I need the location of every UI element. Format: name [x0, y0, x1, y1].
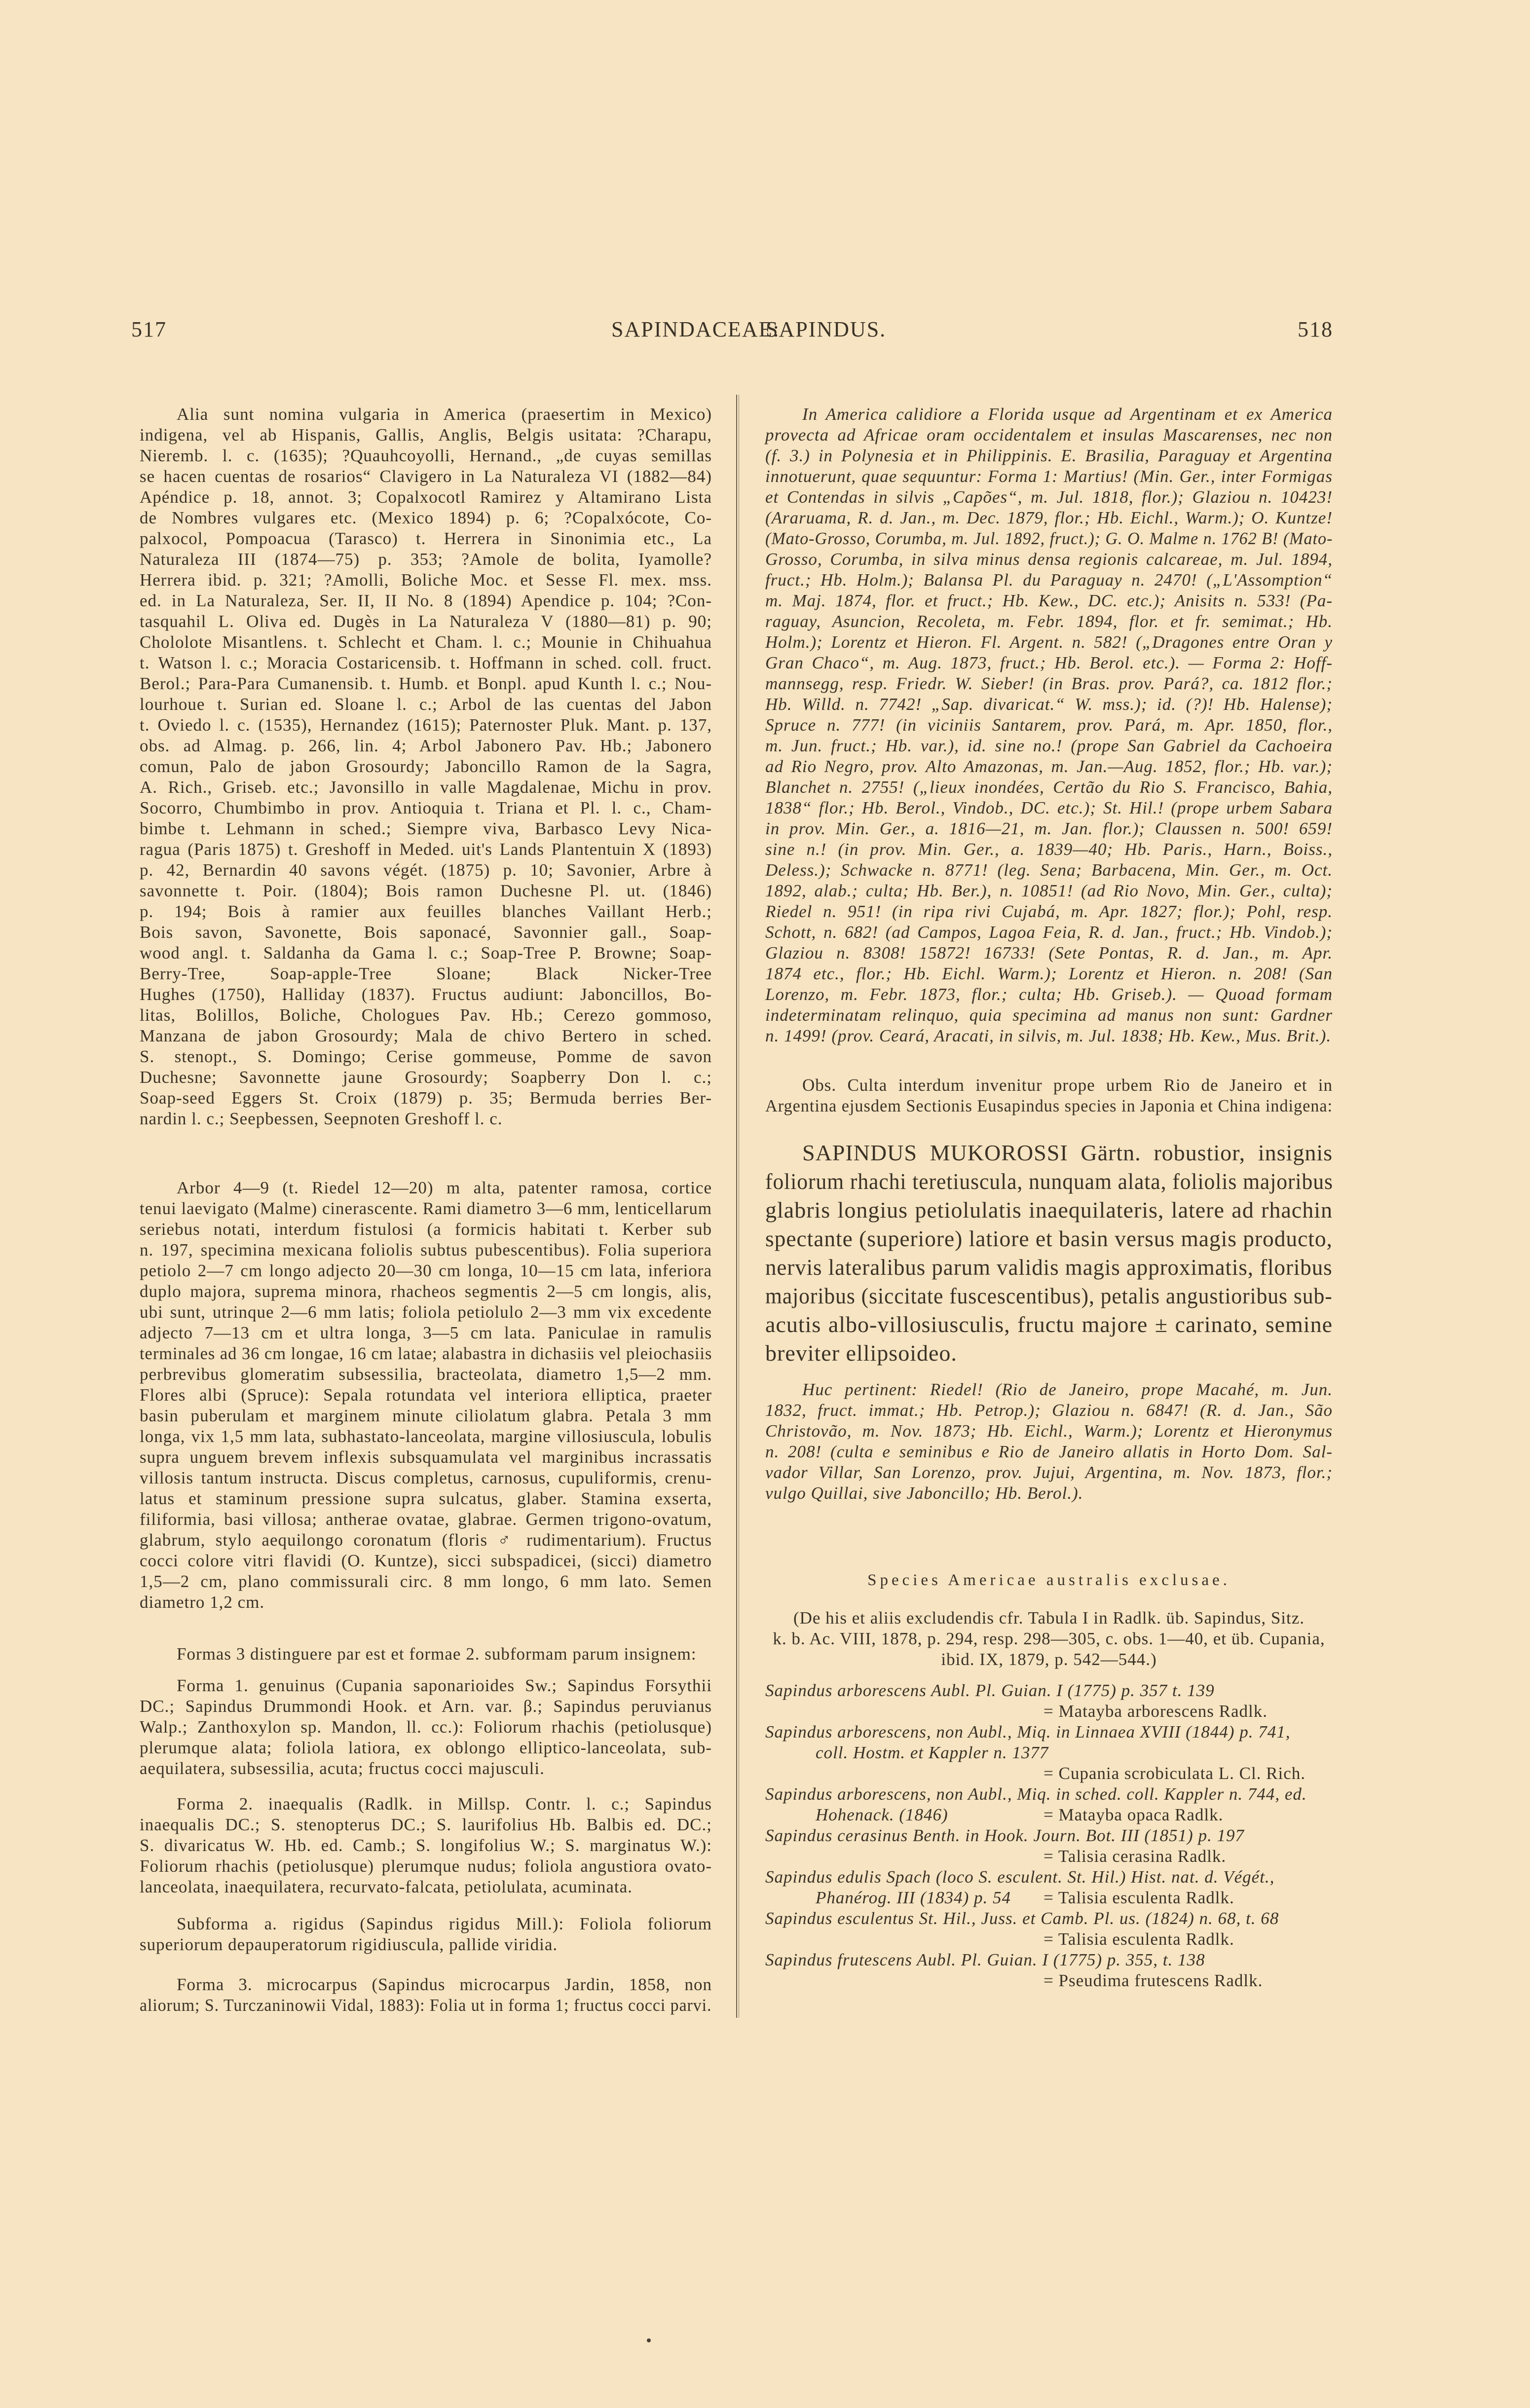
- text-line: fruct.; Hb. Holm.); Balansa Pl. du Paraguay n. 2470! („L'Assomption“: [765, 570, 1333, 590]
- text-line: Hb. Willd. n. 7742! „Sap. divaricat.“ W. mss.); id. (?)! Hb. Halense);: [765, 695, 1333, 714]
- text-line: superiorum depauperatorum rigidiuscula, pallide viridia.: [140, 1935, 558, 1954]
- text-line: Berry-Tree, Soap-apple-Tree Sloane; Black Nicker-Tree: [140, 964, 712, 983]
- excluded-species-entry: [765, 1722, 1333, 1784]
- text-line: 1874 etc., flor.; Hb. Eichl. Warm.); Lorentz et Hieron. n. 208! (San: [765, 964, 1333, 983]
- text-line: m. Maj. 1874, flor. et fruct.; Hb. Kew., DC. etc.); Anisits n. 533! (Pa-: [765, 591, 1333, 610]
- text-line: Duchesne; Savonnette jaune Grosourdy; Soapberry Don l. c.;: [140, 1068, 712, 1087]
- text-line: p. 194; Bois à ramier aux feuilles blanches Vaillant Herb.;: [140, 902, 712, 921]
- accepted-name: = Cupania scrobiculata L. Cl. Rich.: [1044, 1764, 1306, 1783]
- text-line: terminales ad 36 cm longae, 16 cm latae; alabastra in dichasiis vel pleiochasiis: [140, 1344, 712, 1363]
- text-line: et Contendas in silvis „Capões“, m. Jul. 1818, flor.); Glaziou n. 10423!: [765, 487, 1333, 507]
- text-line: Forma 1. genuinus (Cupania saponarioides Sw.; Sapindus Forsythii: [177, 1676, 712, 1695]
- text-line: S. divaricatus W. Hb. ed. Camb.; S. longifolius W.; S. marginatus W.):: [140, 1836, 712, 1855]
- species-reference: Sapindus frutescens Aubl. Pl. Guian. I (1775) p. 355, t. 138: [765, 1950, 1205, 1969]
- paragraph-references: [765, 1608, 1333, 1670]
- accepted-name: = Matayba opaca Radlk.: [1044, 1805, 1224, 1824]
- text-line: aequilatera, subsessilia, acuta; fructus cocci majusculi.: [140, 1759, 545, 1778]
- text-line: (De his et aliis excludendis cfr. Tabula I in Radlk. üb. Sapindus, Sitz.: [793, 1608, 1305, 1628]
- excluded-species-entry: [765, 1784, 1333, 1825]
- text-line: bimbe t. Lehmann in sched.; Siempre viva, Barbasco Levy Nica-: [140, 819, 712, 838]
- text-line: de Nombres vulgares etc. (Mexico 1894) p. 6; ?Copalxócote, Co-: [140, 508, 712, 527]
- text-line: (Araruama, R. d. Jan., m. Dec. 1879, flor.; Hb. Eichl., Warm.); O. Kuntze!: [765, 508, 1333, 527]
- text-line: Grosso, Corumba, in silva minus densa regionis calcareae, m. Jul. 1894,: [765, 550, 1333, 569]
- species-reference: Sapindus cerasinus Benth. in Hook. Journ. Bot. III (1851) p. 197: [765, 1826, 1244, 1845]
- text-line: innotuerunt, quae sequuntur: Forma 1: Martius! (Min. Ger., inter Formigas: [765, 467, 1333, 486]
- text-line: Argentina ejusdem Sectionis Eusapindus species in Japonia et China indigena:: [765, 1096, 1333, 1115]
- text-line: palxocol, Pompoacua (Tarasco) t. Herrera in Sinonimia etc., La: [140, 529, 712, 548]
- text-line: tasquahil L. Oliva ed. Dugès in La Naturaleza V (1880—81) p. 90;: [140, 612, 712, 631]
- accepted-name: = Talisia cerasina Radlk.: [1044, 1847, 1227, 1866]
- accepted-name: = Pseudima frutescens Radlk.: [1044, 1971, 1263, 1990]
- text-line: t. Watson l. c.; Moracia Costaricensib. t. Hoffmann in sched. coll. fruct.: [140, 653, 712, 672]
- text-line: S. stenopt., S. Domingo; Cerise gommeuse, Pomme de savon: [140, 1047, 712, 1066]
- text-line: vulgo Quillai, sive Jaboncillo; Hb. Berol.).: [765, 1483, 1083, 1503]
- text-line: duplo majora, suprema minora, rhacheos segmentis 2—5 cm longis, alis,: [140, 1282, 712, 1301]
- running-title-left: SAPINDACEAE:: [611, 317, 780, 341]
- ink-speck: [647, 2338, 651, 2342]
- text-line: Bois savon, Savonette, Bois saponacé, Savonnier gall., Soap-: [140, 923, 712, 942]
- text-line: Gran Chaco“, m. Aug. 1873, fruct.; Hb. Berol. etc.). — Forma 2: Hoff-: [765, 653, 1333, 672]
- paragraph-description: [140, 1178, 712, 1613]
- excluded-species-entry: [765, 1867, 1333, 1908]
- text-line: raguay, Asuncion, Recoleta, m. Febr. 1894, flor. et fr. semimat.; Hb.: [765, 612, 1333, 631]
- text-line: plerumque alata; foliola latiora, ex oblongo elliptico-lanceolata, sub-: [140, 1738, 712, 1757]
- text-line: savonnette t. Poir. (1804); Bois ramon Duchesne Pl. ut. (1846): [140, 881, 712, 900]
- text-line: ad Rio Negro, prov. Alto Amazonas, m. Jan.—Aug. 1852, flor.; Hb. var.);: [765, 757, 1333, 776]
- text-line: DC.; Sapindus Drummondi Hook. et Arn. var. β.; Sapindus peruvianus: [140, 1697, 712, 1716]
- text-line: sine n.! (in prov. Min. Ger., a. 1839—40; Hb. Paris., Harn., Boiss.,: [765, 840, 1333, 859]
- text-line: comun, Palo de jabon Grosourdy; Jaboncillo Ramon de la Sagra,: [140, 757, 712, 776]
- excluded-species-entry: [765, 1950, 1333, 1991]
- text-line: obs. ad Almag. p. 266, lin. 4; Arbol Jabonero Pav. Hb.; Jabonero: [140, 736, 712, 755]
- paragraph-vernacular-names: [140, 404, 712, 1129]
- running-title-right: SAPINDUS.: [766, 317, 887, 341]
- text-line: Christovão, m. Nov. 1873; Hb. Eichl., Warm.); Lorentz et Hieronymus: [765, 1421, 1333, 1441]
- text-line: latus et staminum pressione supra sulcatus, glaber. Stamina exserta,: [140, 1489, 712, 1508]
- excluded-species-list: [765, 1680, 1333, 1991]
- text-line: lanceolata, inaequilatera, recurvato-falcata, petiolulata, acuminata.: [140, 1877, 633, 1896]
- text-line: p. 42, Bernardin 40 savons végét. (1875) p. 10; Savonier, Arbre à: [140, 860, 712, 880]
- text-line: supra unguem brevem inflexis subsquamulata vel marginibus incrassatis: [140, 1447, 712, 1467]
- text-line: Subforma a. rigidus (Sapindus rigidus Mill.): Foliola foliorum: [177, 1914, 712, 1933]
- text-line: breviter ellipsoideo.: [765, 1340, 957, 1366]
- text-line: Socorro, Chumbimbo in prov. Antioquia t. Triana et Pl. l. c., Cham-: [140, 798, 712, 817]
- paragraph-forma-1: [140, 1675, 712, 1779]
- text-line: ed. in La Naturaleza, Ser. II, II No. 8 (1894) Apendice p. 104; ?Con-: [140, 591, 712, 610]
- text-line: Foliorum rhachis (petiolusque) plerumque nudus; foliola angustiora ovato-: [140, 1856, 712, 1876]
- text-line: Herrera ibid. p. 321; ?Amolli, Boliche Moc. et Sesse Fl. mex. mss.: [140, 570, 712, 590]
- text-line: basin puberulam et marginem minute ciliolatum glabra. Petala 3 mm: [140, 1406, 712, 1425]
- text-line: glabrum, stylo aequilongo coronatum (floris ♂ rudimentarium). Fructus: [140, 1530, 712, 1550]
- text-line: Forma 3. microcarpus (Sapindus microcarpus Jardin, 1858, non: [177, 1975, 712, 1994]
- text-line: Formas 3 distinguere par est et formae 2. subformam parum insignem:: [177, 1644, 697, 1664]
- species-reference: Sapindus arborescens, non Aubl., Miq. in Linnaea XVIII (1844) p. 741,: [765, 1722, 1291, 1741]
- text-line: longa, vix 1,5 mm lata, subhastato-lanceolata, margine villosiuscula, lobulis: [140, 1427, 712, 1446]
- text-line: 1,5—2 cm, plano commissurali circ. 8 mm longo, 6 mm lato. Semen: [140, 1572, 712, 1591]
- text-line: vador Villar, San Lorenzo, prov. Jujui, Argentina, m. Nov. 1873, flor.;: [765, 1463, 1333, 1482]
- paragraph-formas: [140, 1644, 712, 1665]
- reference-continuation: Hohenack. (1846): [816, 1805, 948, 1824]
- text-line: 1892, alab.; culta; Hb. Ber.), n. 10851! (ad Rio Novo, Min. Ger., culta);: [765, 881, 1333, 900]
- text-line: Hughes (1750), Halliday (1837). Fructus audiunt: Jaboncillos, Bo-: [140, 985, 712, 1004]
- accepted-name: = Talisia esculenta Radlk.: [1044, 1888, 1234, 1907]
- text-line: Forma 2. inaequalis (Radlk. in Millsp. Contr. l. c.; Sapindus: [177, 1794, 712, 1814]
- text-line: diametro 1,2 cm.: [140, 1593, 265, 1612]
- paragraph-obs: [765, 1075, 1333, 1116]
- excluded-species-entry: [765, 1680, 1333, 1722]
- text-line: cocci colore vitri flavidi (O. Kuntze), sicci subspadicei, (sicci) diametro: [140, 1551, 712, 1570]
- text-line: Manzana de jabon Grosourdy; Mala de chivo Bertero in sched.: [140, 1026, 712, 1045]
- excluded-species-entry: [765, 1908, 1333, 1950]
- text-line: 1832, fruct. immat.; Hb. Petrop.); Glaziou n. 6847! (R. d. Jan., São: [765, 1401, 1333, 1420]
- page-number-right: 518: [1298, 317, 1333, 341]
- text-line: mannsegg, resp. Friedr. W. Sieber! (in Bras. prov. Pará?, ca. 1812 flor.;: [765, 674, 1333, 693]
- text-line: Riedel n. 951! (in ripa rivi Cujabá, m. Apr. 1827; flor.); Pohl, resp.: [765, 902, 1333, 921]
- text-line: ragua (Paris 1875) t. Greshoff in Meded. uit's Lands Plantentuin X (1893): [140, 840, 712, 859]
- text-line: Lorenzo, m. Febr. 1873, flor.; culta; Hb. Griseb.). — Quoad formam: [765, 985, 1333, 1004]
- text-line: spectante (superiore) latiore et basin versus magis producto,: [765, 1226, 1333, 1251]
- text-line: Naturaleza III (1874—75) p. 353; ?Amole de bolita, Iyamolle?: [140, 550, 712, 569]
- text-line: se hacen cuentas de rosarios“ Clavigero in La Naturaleza VI (1882—84): [140, 467, 712, 486]
- text-line: inaequalis DC.; S. stenopterus DC.; S. laurifolius Hb. Balbis ed. DC.;: [140, 1815, 712, 1834]
- species-reference: Sapindus edulis Spach (loco S. esculent. St. Hil.) Hist. nat. d. Végét.,: [765, 1867, 1275, 1887]
- text-line: litas, Bolillos, Boliche, Chologues Pav. Hb.; Cerezo gommoso,: [140, 1005, 712, 1025]
- text-line: A. Rich., Griseb. etc.; Javonsillo in valle Magdalenae, Michu in prov.: [140, 778, 712, 797]
- text-line: Schott, n. 682! (ad Campos, Lagoa Feia, R. d. Jan., fruct.; Hb. Vindob.);: [765, 923, 1333, 942]
- text-line: SAPINDUS MUKOROSSI Gärtn. robustior, insignis: [802, 1140, 1333, 1165]
- text-line: seriebus notati, interdum fistulosi (a formicis habitati t. Kerber sub: [140, 1220, 712, 1239]
- text-line: in prov. Min. Ger., a. 1816—21, m. Jan. flor.); Claussen n. 500! 659!: [765, 819, 1333, 838]
- text-line: petiolo 2—7 cm longo adjecto 20—30 cm longa, 10—15 cm lata, inferiora: [140, 1261, 712, 1280]
- text-line: aliorum; S. Turczaninowii Vidal, 1883): Folia ut in forma 1; fructus cocci parvi.: [140, 1996, 712, 2015]
- reference-continuation: coll. Hostm. et Kappler n. 1377: [816, 1743, 1049, 1762]
- species-reference: Sapindus esculentus St. Hil., Juss. et Camb. Pl. us. (1824) n. 68, t. 68: [765, 1909, 1279, 1928]
- accepted-name: = Matayba arborescens Radlk.: [1044, 1702, 1268, 1721]
- text-line: t. Oviedo l. c. (1535), Hernandez (1615); Paternoster Pluk. Mant. p. 137,: [140, 715, 712, 735]
- text-line: Apéndice p. 18, annot. 3; Copalxocotl Ramirez y Altamirano Lista: [140, 487, 712, 507]
- text-line: Flores albi (Spruce): Sepala rotundata vel interiora elliptica, praeter: [140, 1385, 712, 1405]
- paragraph-sapindus-mukorossi: [765, 1139, 1333, 1368]
- page-number-left: 517: [131, 317, 167, 341]
- species-reference: Sapindus arborescens, non Aubl., Miq. in sched. coll. Kappler n. 744, ed.: [765, 1784, 1307, 1804]
- text-line: tenui laevigato (Malme) cinerascente. Rami diametro 3—6 mm, lenticellarum: [140, 1199, 712, 1218]
- text-line: majoribus (siccitate fuscescentibus), petalis angustioribus sub-: [765, 1283, 1333, 1308]
- text-line: Walp.; Zanthoxylon sp. Mandon, ll. cc.): Foliorum rhachis (petiolusque): [140, 1717, 712, 1737]
- text-line: Huc pertinent: Riedel! (Rio de Janeiro, prope Macahé, m. Jun.: [802, 1380, 1333, 1399]
- text-line: k. b. Ac. VIII, 1878, p. 294, resp. 298—305, c. obs. 1—40, et üb. Cupania,: [773, 1629, 1325, 1648]
- text-line: Soap-seed Eggers St. Croix (1879) p. 35; Bermuda berries Ber-: [140, 1088, 712, 1108]
- text-line: Chololote Misantlens. t. Schlecht et Cham. l. c.; Mounie in Chihuahua: [140, 632, 712, 652]
- text-line: lourhoue t. Surian ed. Sloane l. c.; Arbol de las cuentas del Jabon: [140, 695, 712, 714]
- column-divider: [736, 395, 739, 2018]
- section-title-excluded-species: Species Americae australis exclusae.: [867, 1571, 1231, 1589]
- text-line: indeterminatam relinquo, quia specimina ad manus non sunt: Gardner: [765, 1005, 1333, 1025]
- text-line: glabris longius petiolulatis inaequilateris, latere ad rhachin: [765, 1197, 1333, 1223]
- accepted-name: = Talisia esculenta Radlk.: [1044, 1929, 1234, 1949]
- text-line: ibid. IX, 1879, p. 542—544.): [941, 1650, 1157, 1669]
- text-line: Holm.); Lorentz et Hieron. Fl. Argent. n. 582! („Dragones entre Oran y: [765, 632, 1333, 652]
- text-line: adjecto 7—13 cm et ultra longa, 3—5 cm lata. Paniculae in ramulis: [140, 1323, 712, 1342]
- text-line: n. 1499! (prov. Ceará, Aracati, in silvis, m. Jul. 1838; Hb. Kew., Mus. Brit.).: [765, 1026, 1332, 1045]
- excluded-species-entry: [765, 1825, 1333, 1867]
- text-line: Alia sunt nomina vulgaria in America (praesertim in Mexico): [177, 405, 712, 424]
- reference-continuation: Phanérog. III (1834) p. 54: [816, 1888, 1011, 1907]
- text-line: nervis lateralibus parum validis magis approximatis, floribus: [765, 1255, 1333, 1280]
- species-reference: Sapindus arborescens Aubl. Pl. Guian. I (1775) p. 357 t. 139: [765, 1681, 1215, 1700]
- text-line: n. 208! (culta e seminibus e Rio de Janeiro allatis in Horto Dom. Sal-: [765, 1442, 1333, 1461]
- paragraph-forma-3: [140, 1974, 712, 2016]
- paragraph-forma-2: [140, 1794, 712, 1897]
- text-line: Nieremb. l. c. (1635); ?Quauhcoyolli, Hernand., „de cuyas semillas: [140, 446, 712, 465]
- text-line: ubi sunt, utrinque 2—6 mm latis; foliola petiolulo 2—3 mm vix excedente: [140, 1302, 712, 1322]
- text-line: Berol.; Para-Para Cumanensib. t. Humb. et Bonpl. apud Kunth l. c.; Nou-: [140, 674, 712, 693]
- text-line: indigena, vel ab Hispanis, Gallis, Anglis, Belgis usitata: ?Charapu,: [140, 425, 712, 445]
- text-line: n. 197, specimina mexicana foliolis subtus pubescentibus). Folia superiora: [140, 1240, 712, 1260]
- text-line: nardin l. c.; Seepbessen, Seepnoten Greshoff l. c.: [140, 1109, 503, 1128]
- paragraph-distribution: [765, 404, 1333, 1046]
- text-line: m. Jun. fruct.; Hb. var.), id. sine no.! (prope San Gabriel da Cachoeira: [765, 736, 1333, 755]
- text-line: filiformia, basi villosa; antherae ovatae, glabrae. Germen trigono-ovatum,: [140, 1510, 712, 1529]
- paragraph-huc-pertinent: [765, 1379, 1333, 1504]
- text-line: acutis albo-villosiusculis, fructu majore ± carinato, semine: [765, 1312, 1333, 1337]
- text-line: 1838“ flor.; Hb. Berol., Vindob., DC. etc.); St. Hil.! (prope urbem Sabara: [765, 798, 1333, 817]
- text-line: villosis tantum instructa. Discus completus, carnosus, cupuliformis, crenu-: [140, 1468, 712, 1487]
- text-line: Spruce n. 777! (in viciniis Santarem, prov. Pará, m. Apr. 1850, flor.,: [765, 715, 1333, 735]
- text-line: Arbor 4—9 (t. Riedel 12—20) m alta, patenter ramosa, cortice: [177, 1178, 712, 1197]
- text-line: foliorum rhachi teretiuscula, nunquam alata, foliolis majoribus: [765, 1169, 1333, 1194]
- text-line: (f. 3.) in Polynesia et in Philippinis. E. Brasilia, Paraguay et Argentina: [765, 446, 1333, 465]
- text-line: perbrevibus glomeratim subsessilia, bracteolata, diametro 1,5—2 mm.: [140, 1365, 712, 1384]
- text-line: wood angl. t. Saldanha da Gama l. c.; Soap-Tree P. Browne; Soap-: [140, 943, 712, 963]
- text-line: Glaziou n. 8308! 15872! 16733! (Sete Pontas, R. d. Jan., m. Apr.: [765, 943, 1333, 963]
- text-line: provecta ad Africae oram occidentalem et insulas Mascarenses, nec non: [765, 425, 1333, 445]
- text-line: Obs. Culta interdum invenitur prope urbem Rio de Janeiro et in: [802, 1075, 1333, 1095]
- text-line: In America calidiore a Florida usque ad Argentinam et ex America: [802, 405, 1333, 424]
- text-line: Deless.); Schwacke n. 8771! (leg. Sena; Barbacena, Min. Ger., m. Oct.: [765, 860, 1333, 880]
- paragraph-subforma: [140, 1914, 712, 1955]
- text-line: Blanchet n. 2755! („lieux inondées, Certão du Rio S. Francisco, Bahia,: [765, 778, 1333, 797]
- text-line: (Mato-Grosso, Corumba, m. Jul. 1892, fruct.); G. O. Malme n. 1762 B! (Mato-: [765, 529, 1333, 548]
